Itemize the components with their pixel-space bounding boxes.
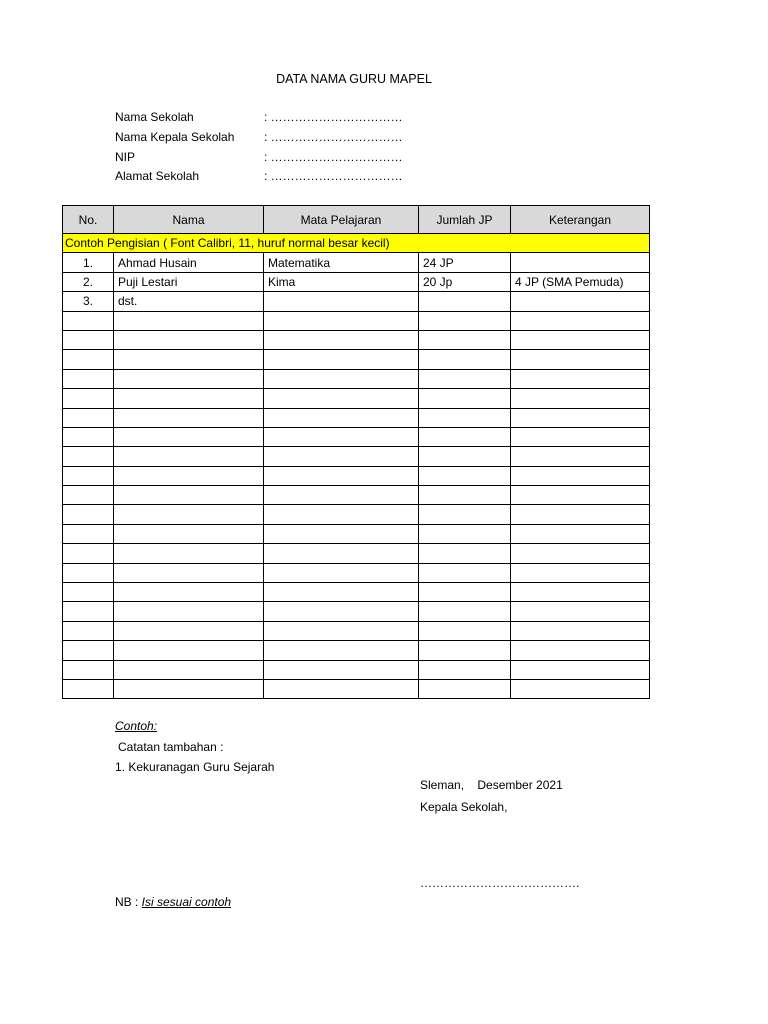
cell-no [63,447,114,466]
cell-jumlah-jp [419,427,511,446]
cell-mata-pelajaran [264,505,419,524]
cell-jumlah-jp [419,641,511,660]
cell-mata-pelajaran [264,427,419,446]
cell-mata-pelajaran: Matematika [264,253,419,272]
cell-mata-pelajaran [264,408,419,427]
cell-keterangan [511,505,650,524]
table-row-empty [63,389,650,408]
cell-no [63,369,114,388]
cell-keterangan [511,389,650,408]
cell-no [63,466,114,485]
cell-keterangan [511,486,650,505]
cell-keterangan [511,563,650,582]
cell-jumlah-jp [419,660,511,679]
cell-jumlah-jp [419,408,511,427]
field-value-nip: : …………………………… [264,150,403,164]
cell-nama [114,369,264,388]
cell-keterangan: 4 JP (SMA Pemuda) [511,272,650,291]
cell-mata-pelajaran [264,350,419,369]
table-row-empty [63,524,650,543]
cell-nama [114,563,264,582]
cell-no: 2. [63,272,114,291]
cell-keterangan [511,466,650,485]
cell-nama [114,641,264,660]
cell-mata-pelajaran [264,311,419,330]
cell-keterangan [511,253,650,272]
table-row-empty [63,641,650,660]
cell-nama [114,621,264,640]
cell-mata-pelajaran [264,679,419,698]
cell-keterangan [511,427,650,446]
catatan-tambahan: Catatan tambahan : [118,740,224,754]
cell-nama: Puji Lestari [114,272,264,291]
table-row-empty [63,408,650,427]
cell-keterangan [511,369,650,388]
cell-keterangan [511,544,650,563]
cell-no [63,311,114,330]
cell-keterangan [511,524,650,543]
cell-no [63,427,114,446]
cell-jumlah-jp [419,311,511,330]
cell-no [63,350,114,369]
cell-jumlah-jp [419,563,511,582]
cell-jumlah-jp [419,524,511,543]
cell-jumlah-jp [419,544,511,563]
cell-jumlah-jp [419,505,511,524]
cell-jumlah-jp [419,369,511,388]
cell-keterangan [511,679,650,698]
table-row [63,292,650,311]
page-title: DATA NAMA GURU MAPEL [276,72,432,86]
cell-nama [114,466,264,485]
nb-text: Isi sesuai contoh [141,895,232,909]
cell-jumlah-jp [419,292,511,311]
header-nama: Nama [114,206,264,234]
cell-jumlah-jp: 20 Jp [419,272,511,291]
table-row-empty [63,679,650,698]
teacher-table [62,205,650,699]
cell-nama [114,427,264,446]
cell-nama [114,660,264,679]
header-no: No. [63,206,114,234]
cell-nama [114,389,264,408]
cell-keterangan [511,660,650,679]
field-label-alamat-sekolah: Alamat Sekolah [115,169,200,183]
cell-keterangan [511,621,650,640]
nb-note [115,895,231,909]
cell-nama [114,544,264,563]
cell-mata-pelajaran [264,583,419,602]
example-note-row [63,234,650,253]
cell-keterangan [511,330,650,349]
cell-nama [114,311,264,330]
table-row-empty [63,466,650,485]
cell-nama [114,505,264,524]
cell-mata-pelajaran [264,544,419,563]
cell-jumlah-jp: 24 JP [419,253,511,272]
cell-jumlah-jp [419,583,511,602]
cell-jumlah-jp [419,466,511,485]
cell-keterangan [511,602,650,621]
cell-no [63,330,114,349]
cell-mata-pelajaran [264,641,419,660]
cell-no [63,544,114,563]
field-label-nama-sekolah: Nama Sekolah [115,110,194,124]
cell-jumlah-jp [419,621,511,640]
cell-no: 1. [63,253,114,272]
table-row-empty [63,563,650,582]
contoh-label: Contoh: [115,719,158,733]
table-row [63,253,650,272]
table-row-empty [63,330,650,349]
cell-jumlah-jp [419,679,511,698]
cell-nama [114,350,264,369]
cell-nama [114,447,264,466]
cell-nama [114,679,264,698]
cell-nama [114,524,264,543]
cell-mata-pelajaran [264,621,419,640]
cell-mata-pelajaran: Kima [264,272,419,291]
field-label-nama-kepala-sekolah: Nama Kepala Sekolah [115,130,235,144]
cell-no [63,602,114,621]
cell-keterangan [511,408,650,427]
table-row-empty [63,505,650,524]
cell-nama: dst. [114,292,264,311]
field-label-nip: NIP [115,150,136,164]
cell-nama [114,583,264,602]
cell-keterangan [511,447,650,466]
cell-no [63,408,114,427]
cell-jumlah-jp [419,389,511,408]
table-row-empty [63,544,650,563]
cell-jumlah-jp [419,486,511,505]
field-value-nama-kepala-sekolah: : …………………………… [264,130,403,144]
cell-keterangan [511,292,650,311]
cell-no [63,621,114,640]
cell-keterangan [511,350,650,369]
header-mata-pelajaran: Mata Pelajaran [264,206,419,234]
table-row-empty [63,447,650,466]
cell-mata-pelajaran [264,486,419,505]
cell-keterangan [511,311,650,330]
table-row-empty [63,311,650,330]
cell-mata-pelajaran [264,447,419,466]
table-row-empty [63,660,650,679]
cell-mata-pelajaran [264,524,419,543]
cell-jumlah-jp [419,350,511,369]
signature-line: …………………………………. [420,876,580,890]
cell-jumlah-jp [419,602,511,621]
table-row-empty [63,583,650,602]
cell-no [63,563,114,582]
cell-keterangan [511,583,650,602]
cell-nama [114,408,264,427]
cell-nama [114,602,264,621]
cell-no [63,505,114,524]
cell-no [63,641,114,660]
cell-mata-pelajaran [264,660,419,679]
cell-jumlah-jp [419,330,511,349]
nb-label: NB : [115,895,142,909]
cell-no [63,389,114,408]
place-date: Sleman, Desember 2021 [420,778,563,792]
cell-no: 3. [63,292,114,311]
table-row [63,272,650,291]
note-item: 1. Kekuranagan Guru Sejarah [115,760,275,774]
table-row-empty [63,621,650,640]
field-value-nama-sekolah: : …………………………… [264,110,403,124]
header-jumlah-jp: Jumlah JP [419,206,511,234]
example-note: Contoh Pengisian ( Font Calibri, 11, huruf normal besar kecil) [63,234,650,253]
table-header-row [63,206,650,234]
cell-mata-pelajaran [264,330,419,349]
cell-nama: Ahmad Husain [114,253,264,272]
cell-mata-pelajaran [264,369,419,388]
table-row-empty [63,350,650,369]
cell-no [63,679,114,698]
field-value-alamat-sekolah: : …………………………… [264,169,403,183]
cell-mata-pelajaran [264,389,419,408]
table-row-empty [63,486,650,505]
cell-no [63,583,114,602]
table-row-empty [63,427,650,446]
cell-nama [114,330,264,349]
cell-mata-pelajaran [264,602,419,621]
cell-no [63,660,114,679]
cell-jumlah-jp [419,447,511,466]
kepala-sekolah-label: Kepala Sekolah, [420,800,508,814]
cell-no [63,524,114,543]
cell-keterangan [511,641,650,660]
cell-mata-pelajaran [264,563,419,582]
cell-nama [114,486,264,505]
table-row-empty [63,369,650,388]
cell-mata-pelajaran [264,466,419,485]
header-keterangan: Keterangan [511,206,650,234]
table-row-empty [63,602,650,621]
cell-mata-pelajaran [264,292,419,311]
cell-no [63,486,114,505]
